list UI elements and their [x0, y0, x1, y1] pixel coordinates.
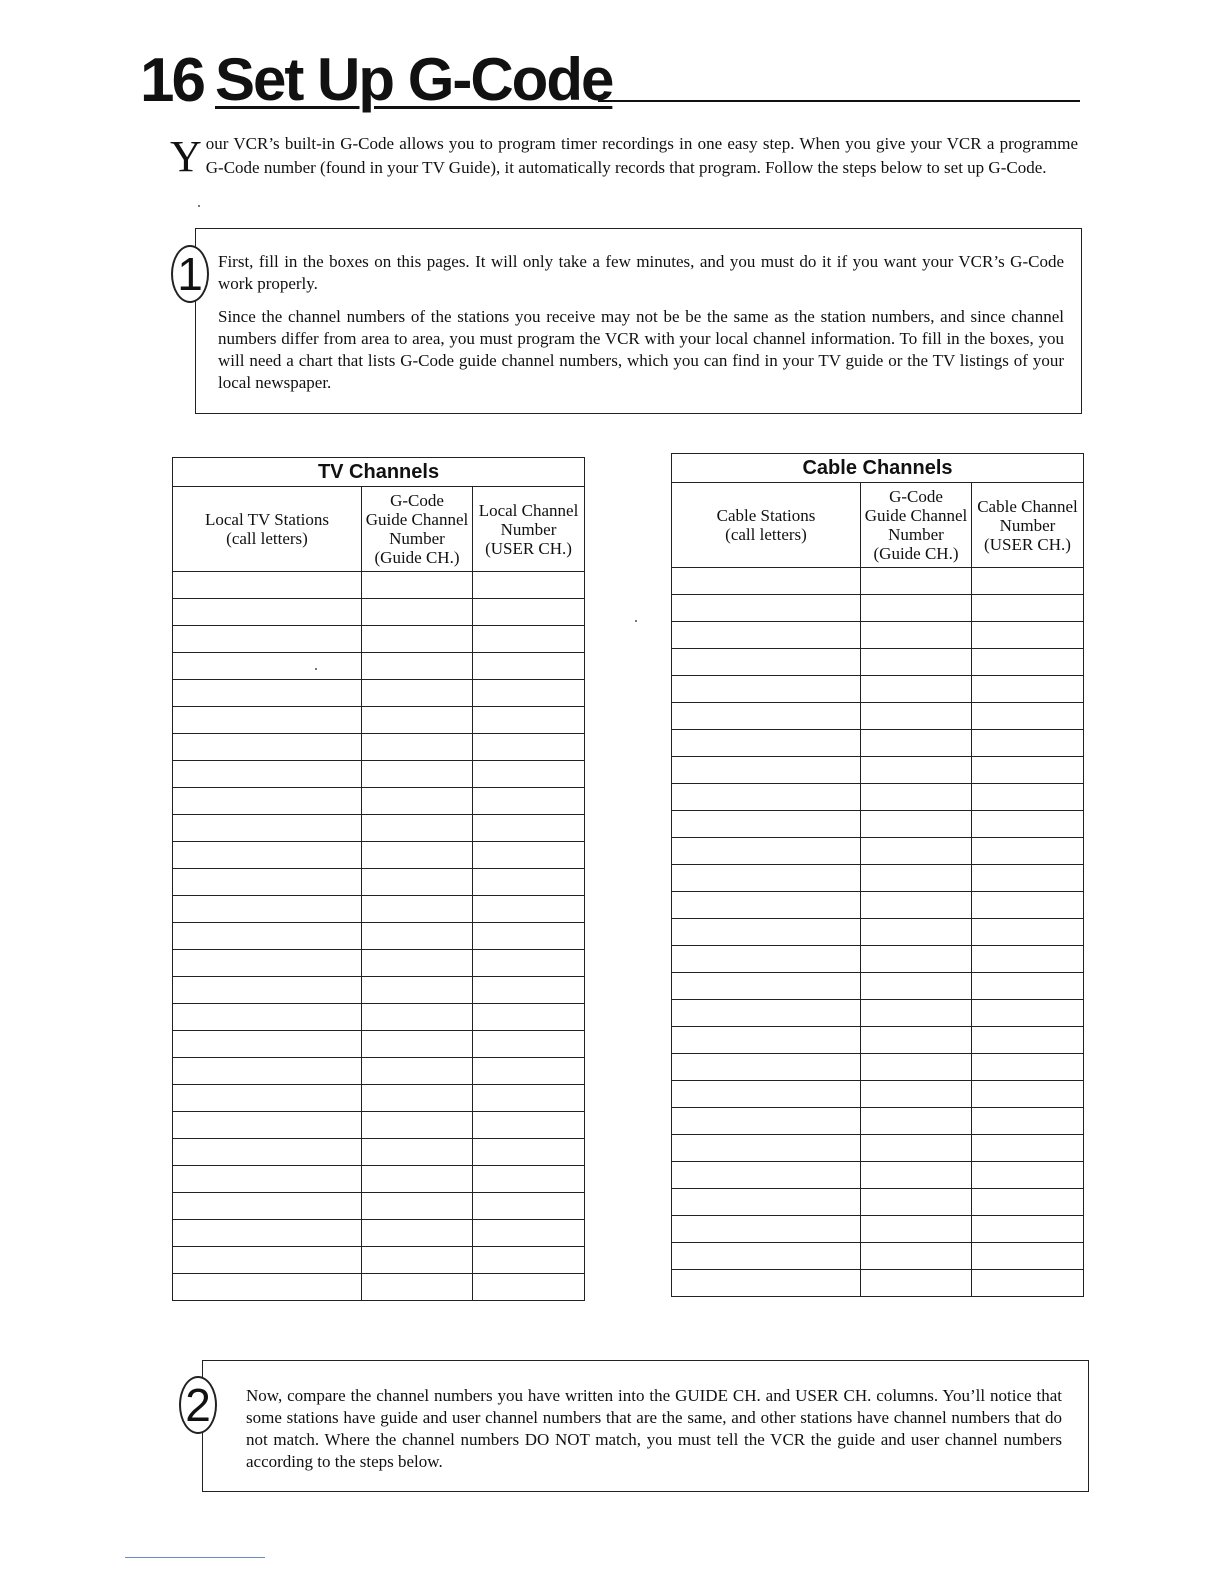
cable-station-cell[interactable]	[672, 973, 861, 1000]
tv-guide-ch-cell[interactable]	[362, 788, 473, 815]
cable-guide-ch-cell[interactable]	[861, 1054, 972, 1081]
tv-guide-ch-cell[interactable]	[362, 572, 473, 599]
tv-guide-ch-cell[interactable]	[362, 761, 473, 788]
cable-row	[672, 1135, 1084, 1162]
tv-table-title: TV Channels	[173, 458, 585, 487]
tv-row	[173, 869, 585, 896]
tv-user-ch-cell[interactable]	[473, 1004, 585, 1031]
tv-guide-ch-cell[interactable]	[362, 1220, 473, 1247]
cable-user-ch-cell[interactable]	[972, 1189, 1084, 1216]
cable-row	[672, 622, 1084, 649]
tv-user-ch-cell[interactable]	[473, 977, 585, 1004]
tv-user-ch-cell[interactable]	[473, 1031, 585, 1058]
cable-col-guide-line: Number	[888, 525, 944, 544]
intro-text: our VCR’s built-in G-Code allows you to program timer recordings in one easy step. When you give your VCR a programme G-Code number (found in your TV Guide), it automatically records that program. Follow the steps below to set up G-Code.	[205, 134, 1078, 177]
cable-user-ch-cell[interactable]	[972, 1000, 1084, 1027]
tv-col-stations-line: (call letters)	[226, 529, 308, 548]
cable-guide-ch-cell[interactable]	[861, 1027, 972, 1054]
cable-user-ch-cell[interactable]	[972, 973, 1084, 1000]
cable-user-ch-cell[interactable]	[972, 703, 1084, 730]
tv-station-cell[interactable]	[173, 1004, 362, 1031]
tv-channels-table	[172, 457, 585, 1301]
cable-guide-ch-cell[interactable]	[861, 1216, 972, 1243]
cable-row	[672, 919, 1084, 946]
tv-row	[173, 572, 585, 599]
tv-user-ch-cell[interactable]	[473, 572, 585, 599]
cable-row	[672, 838, 1084, 865]
cable-guide-ch-cell[interactable]	[861, 622, 972, 649]
tv-station-cell[interactable]	[173, 1139, 362, 1166]
tv-station-cell[interactable]	[173, 950, 362, 977]
tv-guide-ch-cell[interactable]	[362, 923, 473, 950]
tv-user-ch-cell[interactable]	[473, 1193, 585, 1220]
tv-row	[173, 1004, 585, 1031]
tv-guide-ch-cell[interactable]	[362, 734, 473, 761]
cable-guide-ch-cell[interactable]	[861, 568, 972, 595]
tv-guide-ch-cell[interactable]	[362, 1139, 473, 1166]
cable-table-title: Cable Channels	[672, 454, 1084, 483]
tv-station-cell[interactable]	[173, 599, 362, 626]
tv-user-ch-cell[interactable]	[473, 1085, 585, 1112]
cable-row	[672, 973, 1084, 1000]
cable-row	[672, 568, 1084, 595]
step-2-box	[202, 1360, 1089, 1492]
cable-guide-ch-cell[interactable]	[861, 703, 972, 730]
cable-row	[672, 1027, 1084, 1054]
step-1-number: 1	[171, 245, 209, 303]
cable-row	[672, 649, 1084, 676]
step-1-paragraph-1: First, fill in the boxes on this pages. It will only take a few minutes, and you must do it if you want your VCR’s G-Code work properly.	[218, 252, 1064, 293]
cable-station-cell[interactable]	[672, 838, 861, 865]
tv-col-user-line: (USER CH.)	[485, 538, 572, 558]
cable-table-body	[672, 568, 1084, 1297]
cable-guide-ch-cell[interactable]	[861, 1000, 972, 1027]
tv-station-cell[interactable]	[173, 842, 362, 869]
scan-speck	[198, 205, 200, 207]
cable-user-ch-cell[interactable]	[972, 1081, 1084, 1108]
tv-user-ch-cell[interactable]	[473, 923, 585, 950]
tv-col-guide-ch	[362, 487, 473, 572]
cable-col-user-line: Number	[999, 515, 1056, 535]
tv-guide-ch-cell[interactable]	[362, 1193, 473, 1220]
tv-guide-ch-cell[interactable]	[362, 707, 473, 734]
cable-user-ch-cell[interactable]	[972, 892, 1084, 919]
cable-guide-ch-cell[interactable]	[861, 1135, 972, 1162]
cable-station-cell[interactable]	[672, 1270, 861, 1297]
tv-row	[173, 734, 585, 761]
cable-row	[672, 1189, 1084, 1216]
tv-guide-ch-cell[interactable]	[362, 842, 473, 869]
cable-col-user-ch	[972, 483, 1084, 568]
tv-row	[173, 923, 585, 950]
cable-user-ch-cell[interactable]	[972, 865, 1084, 892]
cable-station-cell[interactable]	[672, 1135, 861, 1162]
cable-station-cell[interactable]	[672, 1243, 861, 1270]
cable-guide-ch-cell[interactable]	[861, 676, 972, 703]
tv-guide-ch-cell[interactable]	[362, 1112, 473, 1139]
tv-row	[173, 1220, 585, 1247]
tv-station-cell[interactable]	[173, 1274, 362, 1301]
cable-station-cell[interactable]	[672, 703, 861, 730]
tv-user-ch-cell[interactable]	[473, 1274, 585, 1301]
cable-guide-ch-cell[interactable]	[861, 946, 972, 973]
tv-col-stations	[173, 487, 362, 572]
tv-station-cell[interactable]	[173, 923, 362, 950]
tv-row	[173, 1139, 585, 1166]
cable-user-ch-cell[interactable]	[972, 1108, 1084, 1135]
scan-speck	[635, 620, 637, 622]
cable-row	[672, 784, 1084, 811]
cable-row	[672, 1000, 1084, 1027]
tv-row	[173, 788, 585, 815]
cable-user-ch-cell[interactable]	[972, 784, 1084, 811]
tv-station-cell[interactable]	[173, 1193, 362, 1220]
cable-guide-ch-cell[interactable]	[861, 730, 972, 757]
tv-row	[173, 761, 585, 788]
cable-guide-ch-cell[interactable]	[861, 1081, 972, 1108]
tv-user-ch-cell[interactable]	[473, 1220, 585, 1247]
intro-paragraph	[170, 132, 1078, 180]
tv-station-cell[interactable]	[173, 680, 362, 707]
cable-user-ch-cell[interactable]	[972, 1027, 1084, 1054]
tv-guide-ch-cell[interactable]	[362, 680, 473, 707]
cable-row	[672, 892, 1084, 919]
intro-dropcap: Y	[170, 132, 202, 181]
tv-station-cell[interactable]	[173, 869, 362, 896]
cable-station-cell[interactable]	[672, 811, 861, 838]
cable-guide-ch-cell[interactable]	[861, 838, 972, 865]
cable-guide-ch-cell[interactable]	[861, 811, 972, 838]
tv-row	[173, 653, 585, 680]
cable-station-cell[interactable]	[672, 892, 861, 919]
cable-user-ch-cell[interactable]	[972, 649, 1084, 676]
cable-row	[672, 1270, 1084, 1297]
cable-station-cell[interactable]	[672, 1216, 861, 1243]
tv-user-ch-cell[interactable]	[473, 761, 585, 788]
cable-station-cell[interactable]	[672, 1108, 861, 1135]
cable-station-cell[interactable]	[672, 649, 861, 676]
tv-row	[173, 896, 585, 923]
tv-col-guide-line: G-Code	[390, 491, 444, 510]
tv-guide-ch-cell[interactable]	[362, 950, 473, 977]
tv-user-ch-cell[interactable]	[473, 896, 585, 923]
tv-row	[173, 1058, 585, 1085]
cable-station-cell[interactable]	[672, 1054, 861, 1081]
cable-user-ch-cell[interactable]	[972, 811, 1084, 838]
tv-station-cell[interactable]	[173, 707, 362, 734]
cable-user-ch-cell[interactable]	[972, 1270, 1084, 1297]
cable-user-ch-cell[interactable]	[972, 1054, 1084, 1081]
cable-col-user-line: (USER CH.)	[984, 534, 1071, 554]
tv-guide-ch-cell[interactable]	[362, 896, 473, 923]
tv-user-ch-cell[interactable]	[473, 680, 585, 707]
cable-guide-ch-cell[interactable]	[861, 892, 972, 919]
cable-guide-ch-cell[interactable]	[861, 784, 972, 811]
tv-user-ch-cell[interactable]	[473, 1058, 585, 1085]
tv-guide-ch-cell[interactable]	[362, 626, 473, 653]
cable-row	[672, 946, 1084, 973]
tv-station-cell[interactable]	[173, 1031, 362, 1058]
tv-user-ch-cell[interactable]	[473, 1112, 585, 1139]
tv-user-ch-cell[interactable]	[473, 815, 585, 842]
tv-row	[173, 842, 585, 869]
cable-user-ch-cell[interactable]	[972, 1162, 1084, 1189]
tv-station-cell[interactable]	[173, 653, 362, 680]
tv-user-ch-cell[interactable]	[473, 653, 585, 680]
cable-station-cell[interactable]	[672, 1027, 861, 1054]
cable-station-cell[interactable]	[672, 946, 861, 973]
tv-station-cell[interactable]	[173, 1085, 362, 1112]
cable-guide-ch-cell[interactable]	[861, 865, 972, 892]
cable-user-ch-cell[interactable]	[972, 919, 1084, 946]
cable-guide-ch-cell[interactable]	[861, 595, 972, 622]
cable-station-cell[interactable]	[672, 865, 861, 892]
cable-guide-ch-cell[interactable]	[861, 1162, 972, 1189]
footer-rule	[125, 1557, 265, 1558]
tv-station-cell[interactable]	[173, 572, 362, 599]
cable-col-stations	[672, 483, 861, 568]
cable-user-ch-cell[interactable]	[972, 838, 1084, 865]
tv-row	[173, 1031, 585, 1058]
tv-row	[173, 1085, 585, 1112]
tv-col-stations-line: Local TV Stations	[204, 510, 330, 529]
tv-guide-ch-cell[interactable]	[362, 869, 473, 896]
cable-user-ch-cell[interactable]	[972, 730, 1084, 757]
tv-guide-ch-cell[interactable]	[362, 1031, 473, 1058]
tv-col-user-ch	[473, 487, 585, 572]
cable-guide-ch-cell[interactable]	[861, 1189, 972, 1216]
cable-guide-ch-cell[interactable]	[861, 1108, 972, 1135]
tv-guide-ch-cell[interactable]	[362, 1166, 473, 1193]
tv-guide-ch-cell[interactable]	[362, 815, 473, 842]
tv-row	[173, 1193, 585, 1220]
tv-row	[173, 1274, 585, 1301]
tv-row	[173, 707, 585, 734]
tv-col-guide-line: (Guide CH.)	[374, 548, 460, 567]
tv-user-ch-cell[interactable]	[473, 788, 585, 815]
cable-user-ch-cell[interactable]	[972, 676, 1084, 703]
cable-guide-ch-cell[interactable]	[861, 1243, 972, 1270]
cable-col-guide-line: (Guide CH.)	[873, 544, 959, 563]
tv-station-cell[interactable]	[173, 1058, 362, 1085]
tv-row	[173, 950, 585, 977]
tv-row	[173, 626, 585, 653]
cable-station-cell[interactable]	[672, 595, 861, 622]
tv-user-ch-cell[interactable]	[473, 842, 585, 869]
tv-user-ch-cell[interactable]	[473, 734, 585, 761]
tv-user-ch-cell[interactable]	[473, 869, 585, 896]
cable-station-cell[interactable]	[672, 676, 861, 703]
cable-guide-ch-cell[interactable]	[861, 1270, 972, 1297]
tv-col-guide-line: Guide Channel	[365, 510, 469, 529]
cable-row	[672, 865, 1084, 892]
cable-row	[672, 1243, 1084, 1270]
cable-user-ch-cell[interactable]	[972, 757, 1084, 784]
tv-user-ch-cell[interactable]	[473, 707, 585, 734]
step-1-paragraph-2: Since the channel numbers of the stations you receive may not be be the same as the station numbers, and since channel numbers differ from area to area, you must program the VCR with your local channel information. To fill in the boxes, you will need a chart that lists G-Code guide channel numbers, which you can find in your TV guide or the TV listings of your local newspaper.	[218, 307, 1064, 392]
tv-user-ch-cell[interactable]	[473, 626, 585, 653]
cable-guide-ch-cell[interactable]	[861, 919, 972, 946]
cable-station-cell[interactable]	[672, 568, 861, 595]
cable-user-ch-cell[interactable]	[972, 946, 1084, 973]
cable-station-cell[interactable]	[672, 1162, 861, 1189]
tv-col-user-line: Local Channel	[478, 500, 579, 520]
title-rule	[598, 100, 1080, 102]
tv-user-ch-cell[interactable]	[473, 1247, 585, 1274]
cable-station-cell[interactable]	[672, 622, 861, 649]
cable-row	[672, 757, 1084, 784]
tv-row	[173, 1112, 585, 1139]
tv-user-ch-cell[interactable]	[473, 1139, 585, 1166]
cable-station-cell[interactable]	[672, 1000, 861, 1027]
cable-channels-table	[671, 453, 1084, 1297]
tv-guide-ch-cell[interactable]	[362, 1085, 473, 1112]
tv-station-cell[interactable]	[173, 626, 362, 653]
tv-station-cell[interactable]	[173, 815, 362, 842]
cable-row	[672, 1081, 1084, 1108]
cable-row	[672, 811, 1084, 838]
cable-user-ch-cell[interactable]	[972, 595, 1084, 622]
tv-row	[173, 977, 585, 1004]
cable-col-user-line: Cable Channel	[977, 496, 1078, 516]
cable-row	[672, 1054, 1084, 1081]
tv-row	[173, 599, 585, 626]
cable-user-ch-cell[interactable]	[972, 568, 1084, 595]
cable-row	[672, 1108, 1084, 1135]
cable-row	[672, 1216, 1084, 1243]
tv-guide-ch-cell[interactable]	[362, 1274, 473, 1301]
cable-guide-ch-cell[interactable]	[861, 757, 972, 784]
tv-guide-ch-cell[interactable]	[362, 1247, 473, 1274]
cable-row	[672, 1162, 1084, 1189]
cable-station-cell[interactable]	[672, 757, 861, 784]
page-number: 16	[140, 46, 203, 115]
cable-guide-ch-cell[interactable]	[861, 649, 972, 676]
tv-col-guide-line: Number	[389, 529, 445, 548]
cable-station-cell[interactable]	[672, 1189, 861, 1216]
step-1-box	[195, 228, 1082, 414]
cable-station-cell[interactable]	[672, 730, 861, 757]
tv-station-cell[interactable]	[173, 1112, 362, 1139]
cable-col-guide-ch	[861, 483, 972, 568]
tv-col-user-line: Number	[500, 519, 557, 539]
tv-user-ch-cell[interactable]	[473, 599, 585, 626]
tv-row	[173, 815, 585, 842]
tv-row	[173, 1166, 585, 1193]
tv-guide-ch-cell[interactable]	[362, 977, 473, 1004]
step-2-number: 2	[179, 1376, 217, 1434]
cable-col-stations-line: Cable Stations	[716, 506, 816, 525]
tv-station-cell[interactable]	[173, 1247, 362, 1274]
tv-guide-ch-cell[interactable]	[362, 1004, 473, 1031]
tv-station-cell[interactable]	[173, 761, 362, 788]
cable-row	[672, 703, 1084, 730]
cable-row	[672, 595, 1084, 622]
cable-user-ch-cell[interactable]	[972, 622, 1084, 649]
cable-station-cell[interactable]	[672, 919, 861, 946]
cable-col-stations-line: (call letters)	[725, 525, 807, 544]
tv-user-ch-cell[interactable]	[473, 1166, 585, 1193]
cable-station-cell[interactable]	[672, 784, 861, 811]
page-title: Set Up G-Code	[215, 46, 613, 113]
tv-row	[173, 1247, 585, 1274]
cable-user-ch-cell[interactable]	[972, 1216, 1084, 1243]
tv-row	[173, 680, 585, 707]
step-2-paragraph: Now, compare the channel numbers you have written into the GUIDE CH. and USER CH. columns. You’ll notice that some stations have guide and user channel numbers that are the same, and other stations have channel numbers that do not match. Where the channel numbers DO NOT match, you must tell the VCR the guide and user channel numbers according to the steps below.	[246, 1386, 1062, 1471]
cable-col-guide-line: G-Code	[889, 487, 943, 506]
tv-station-cell[interactable]	[173, 734, 362, 761]
cable-row	[672, 676, 1084, 703]
tv-station-cell[interactable]	[173, 896, 362, 923]
cable-user-ch-cell[interactable]	[972, 1243, 1084, 1270]
cable-row	[672, 730, 1084, 757]
tv-guide-ch-cell[interactable]	[362, 1058, 473, 1085]
cable-guide-ch-cell[interactable]	[861, 973, 972, 1000]
tv-user-ch-cell[interactable]	[473, 950, 585, 977]
cable-user-ch-cell[interactable]	[972, 1135, 1084, 1162]
tv-table-body	[173, 572, 585, 1301]
tv-station-cell[interactable]	[173, 788, 362, 815]
tv-guide-ch-cell[interactable]	[362, 653, 473, 680]
tv-station-cell[interactable]	[173, 977, 362, 1004]
tv-guide-ch-cell[interactable]	[362, 599, 473, 626]
cable-station-cell[interactable]	[672, 1081, 861, 1108]
tv-station-cell[interactable]	[173, 1220, 362, 1247]
scan-speck	[315, 668, 317, 670]
cable-col-guide-line: Guide Channel	[864, 506, 968, 525]
tv-station-cell[interactable]	[173, 1166, 362, 1193]
